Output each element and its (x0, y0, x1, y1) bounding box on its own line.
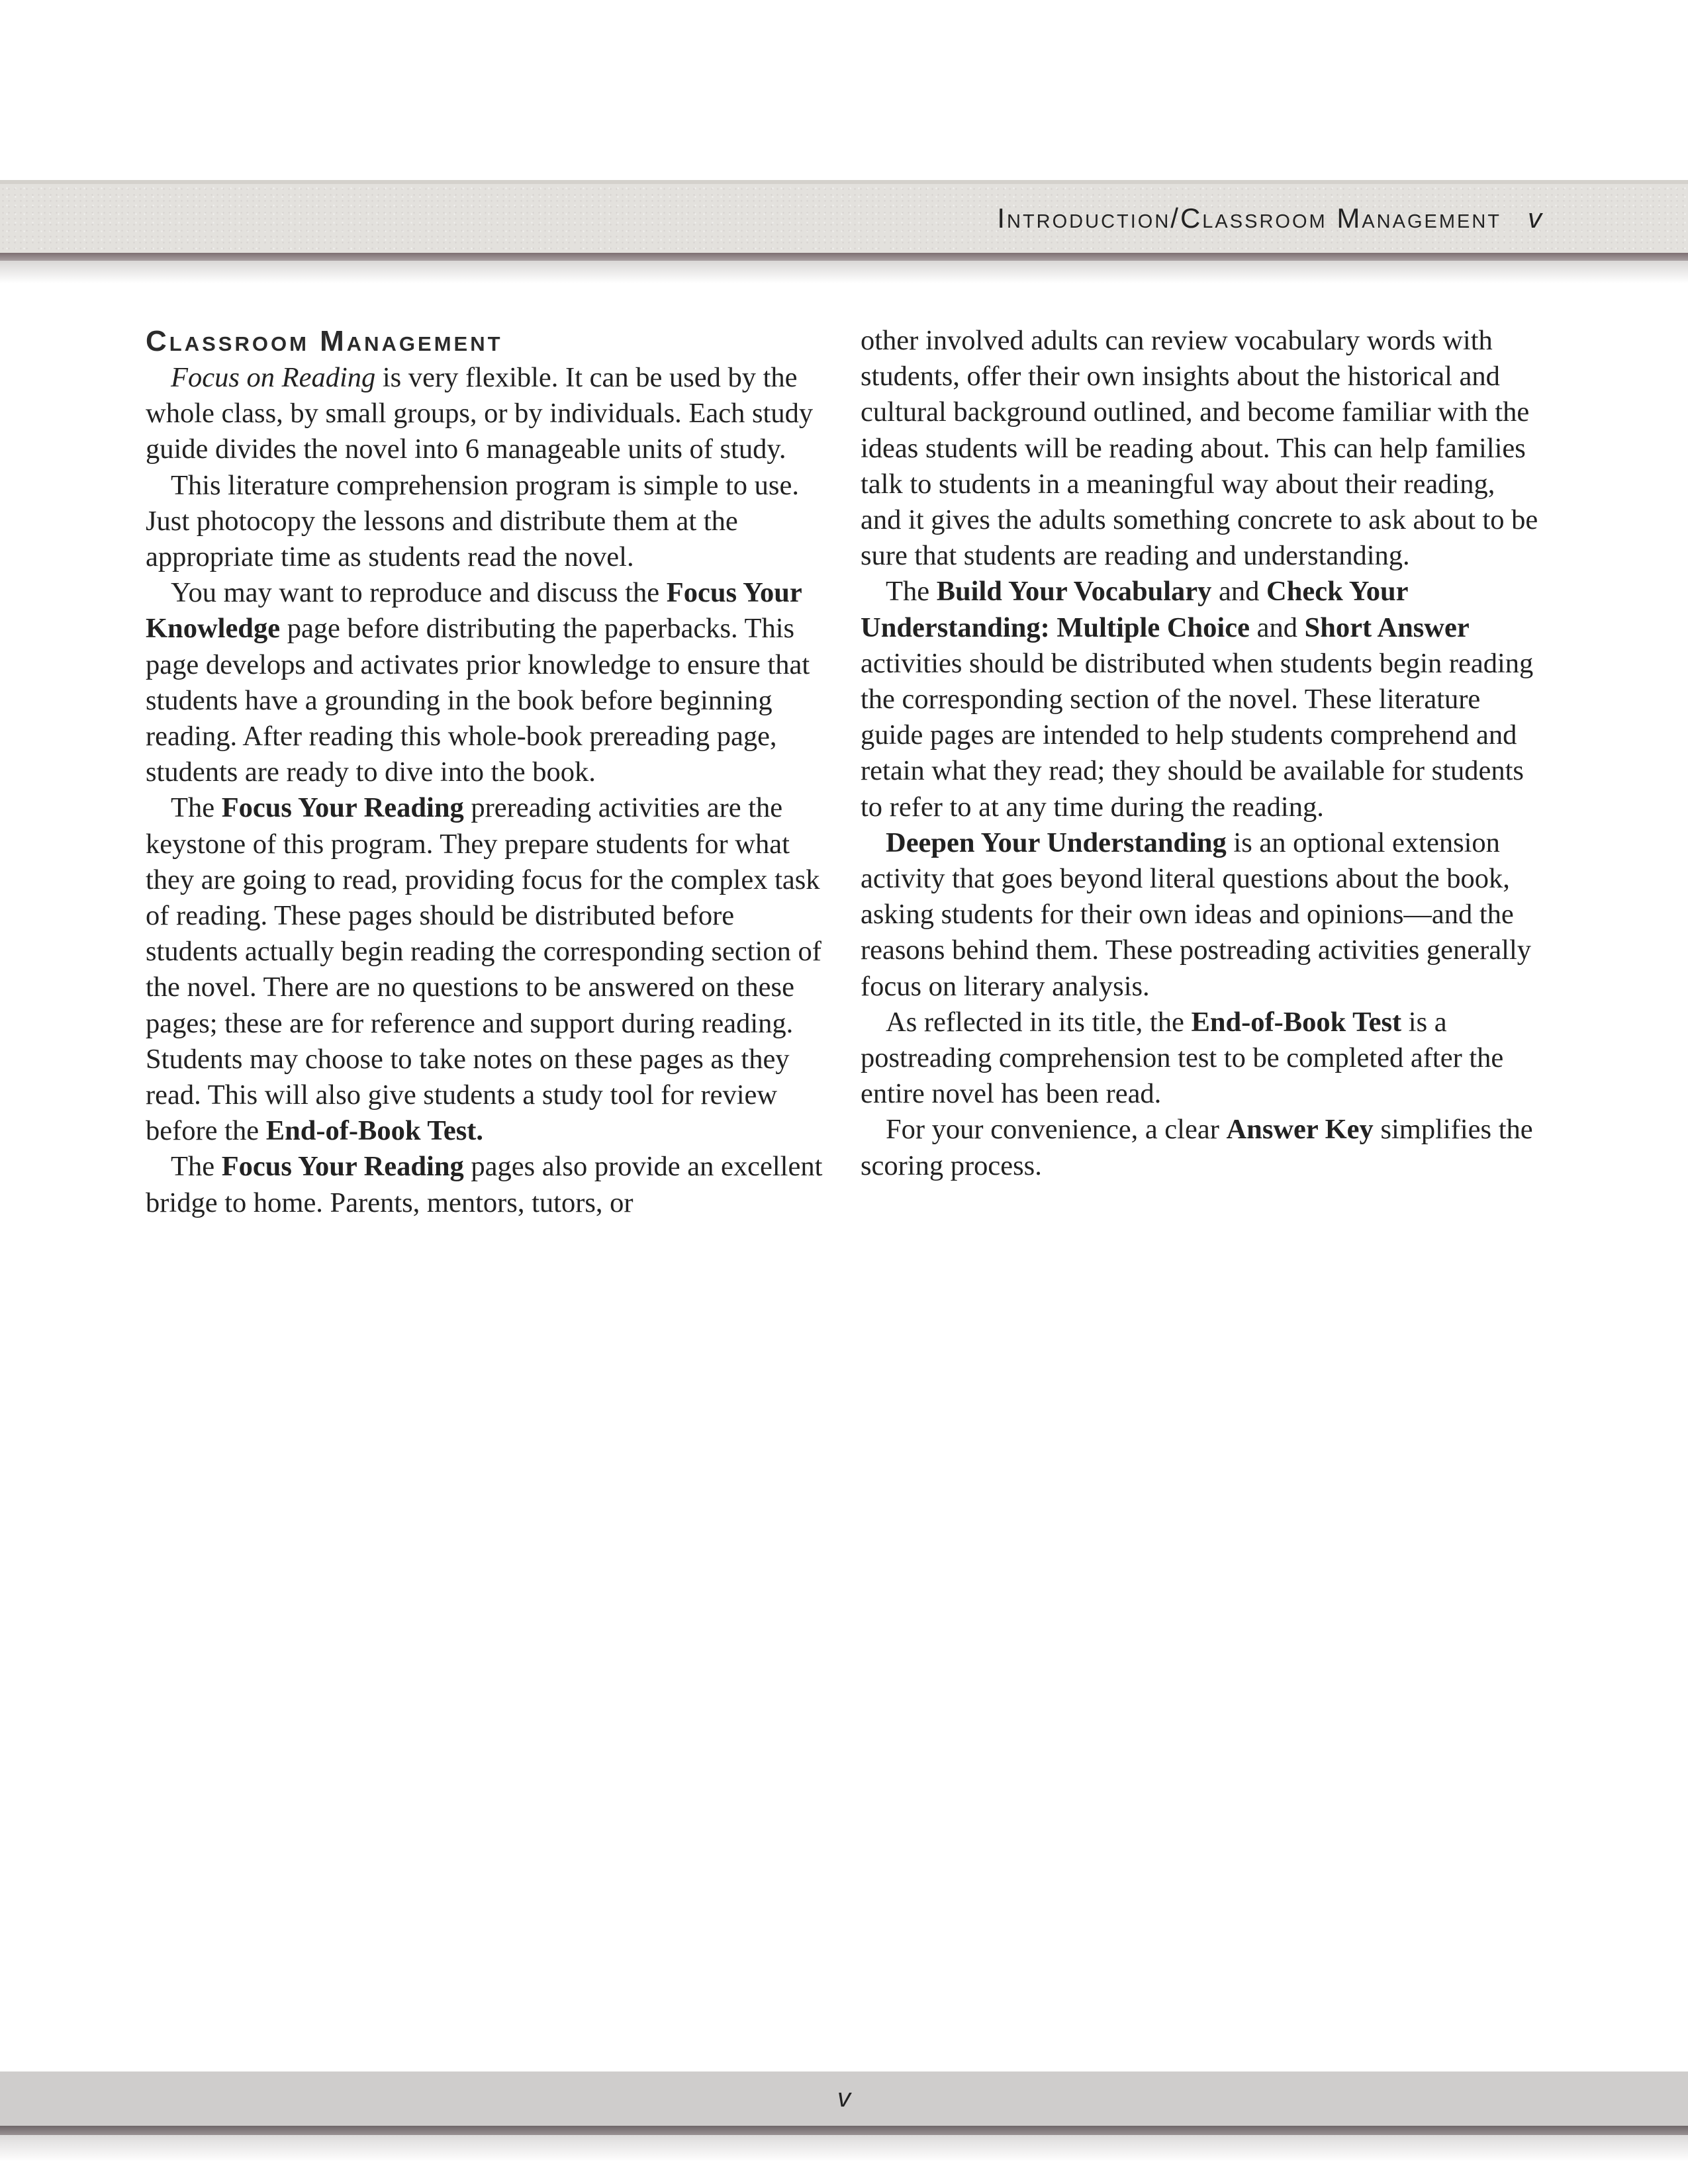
left-column (146, 323, 827, 1221)
paragraph-focus-knowledge: You may want to reproduce and discuss the Focus Your Knowledge page before distributing the paperbacks. This page develops and activates prior knowledge to ensure that students have a grounding in the book before beginning reading. After reading this whole-book prereading page, students are ready to dive into the book. (146, 577, 810, 788)
paragraph-focus-reading: The Focus Your Reading prereading activities are the keystone of this program. They prepare students for what they are going to read, providing focus for the complex task of reading. These pages should be distributed before students actually begin reading the corresponding section of the novel. There are no questions to be answered on these pages; these are for reference and support during reading. Students may choose to take notes on these pages as they read. This will also give students a study tool for review before the End-of-Book Test. (146, 792, 821, 1147)
header-rule-bottom (0, 253, 1688, 261)
section-title: Classroom Management (146, 325, 503, 357)
running-head-title: Introduction/Classroom Management (997, 203, 1501, 234)
paragraph-answer-key: For your convenience, a clear Answer Key simplifies the scoring process. (861, 1114, 1533, 1181)
footer-rule (0, 2126, 1688, 2135)
paragraph-program: This literature comprehension program is simple to use. Just photocopy the lessons and distribute them at the appropriate time as students read the novel. (146, 469, 799, 573)
header-rule-top (0, 180, 1688, 184)
paragraph-deepen: Deepen Your Understanding is an optional extension activity that goes beyond literal questions about the book, asking students for their own ideas and opinions—and the reasons behind them. These postreading activities generally focus on literary analysis. (861, 827, 1532, 1002)
paragraph-intro: Focus on Reading is very flexible. It can be used by the whole class, by small groups, or by individuals. Each study guide divides the novel into 6 manageable units of study. (146, 362, 814, 465)
paragraph-end-test: As reflected in its title, the End-of-Book Test is a postreading comprehension test to be completed after the entire novel has been read. (861, 1006, 1504, 1110)
paragraph-vocabulary: The Build Your Vocabulary and Check Your Understanding: Multiple Choice and Short Answer activities should be distributed when students begin reading the corresponding section of the novel. These literature guide pages are intended to help students comprehend and retain what they read; they should be available for students to refer to at any time during the reading. (861, 576, 1534, 823)
right-column (861, 323, 1542, 1184)
running-head-page-number: v (1528, 203, 1544, 234)
paragraph-bridge-home: The Focus Your Reading pages also provide an excellent bridge to home. Parents, mentors, tutors, or (146, 1151, 823, 1218)
paragraph-continued: other involved adults can review vocabulary words with students, offer their own insights about the historical and cultural background outlined, and become familiar with the ideas students will be reading about. This can help families talk to students in a meaningful way about their reading, and it gives the adults something concrete to ask about to be sure that students are reading and understanding. (861, 325, 1538, 572)
book-title-italic: Focus on Reading (171, 362, 376, 393)
header-shadow (0, 261, 1688, 283)
footer-shadow (0, 2135, 1688, 2161)
running-head (997, 203, 1544, 234)
footer-page-number: v (837, 2083, 851, 2113)
